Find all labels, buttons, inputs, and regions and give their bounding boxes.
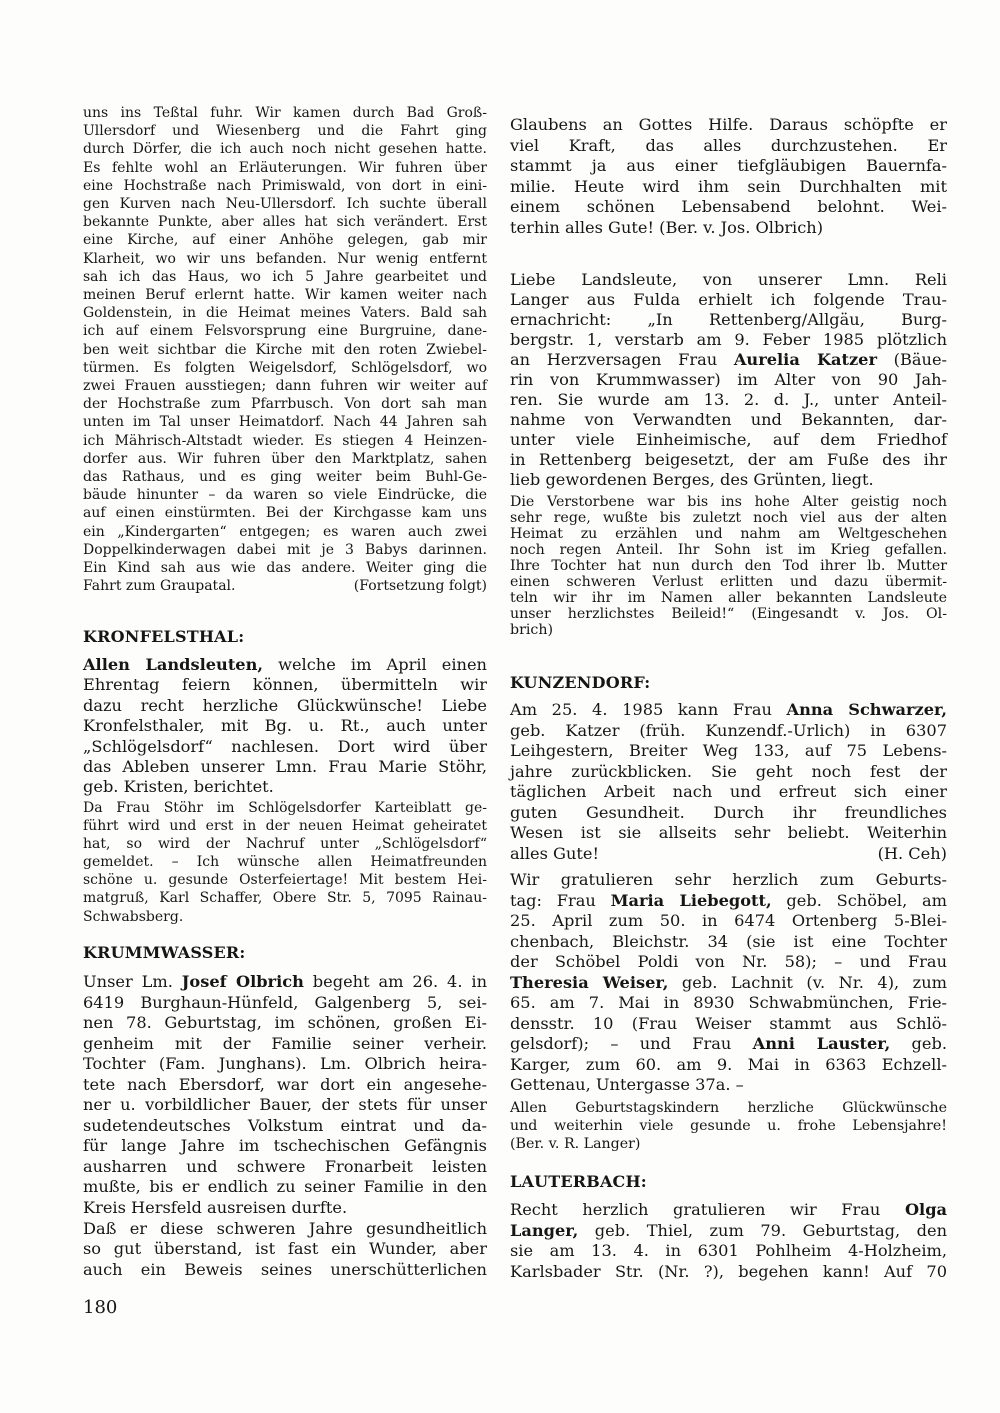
page-number: 180 [83, 1297, 118, 1318]
text-line: nen 78. Geburtstag, im schönen, großen Ei- [83, 1013, 487, 1033]
text-line: Liebe Landsleute, von unserer Lmn. Reli [510, 270, 947, 289]
bold-name: Anni Lauster, [752, 1034, 891, 1053]
text-line: „Schlögelsdorf“ nachlesen. Dort wird über [83, 736, 487, 756]
text-line [510, 973, 947, 994]
text-segment: Fahrt zum Graupatal. [83, 578, 236, 595]
text-line: rin von Krummwasser) im Alter von 90 Jah- [510, 370, 947, 389]
text-segment: (H. Ceh) [877, 843, 947, 863]
text-line: so gut überstand, ist fast ein Wunder, aber [83, 1239, 487, 1259]
text-line: viel Kraft, das alles durchzustehen. Er [510, 135, 947, 155]
text-line: Ullersdorf und Wiesenberg und die Fahrt ging [83, 123, 487, 140]
bold-name: Aurelia Katzer [733, 350, 878, 369]
text-segment: tag: Frau [510, 890, 611, 910]
text-line: ausharren und schwere Fronarbeit leisten [83, 1156, 487, 1176]
text-line: Da Frau Stöhr im Schlögelsdorfer Karteiblatt ge- [83, 800, 487, 816]
text-segment: alles Gute! [510, 843, 599, 863]
kronfelsthal-note [83, 799, 487, 926]
text-line: jahre zurückblicken. Sie geht noch fest der [510, 761, 947, 781]
text-line: Klarheit, wo wir uns befanden. Nur wenig entfernt [83, 250, 487, 267]
paragraph [83, 799, 487, 926]
text-line: genheim mit der Familie seiner verheir. [83, 1033, 487, 1053]
text-line [510, 1034, 947, 1055]
text-line: tete nach Ebersdorf, war dort ein angesehe- [83, 1074, 487, 1094]
text-line: Es fehlte wohl an Erläuterungen. Wir fuhren über [83, 159, 487, 176]
paragraph [510, 270, 947, 490]
paragraph [83, 655, 487, 798]
section-heading-krummwasser: KRUMMWASSER: [83, 943, 246, 962]
paragraph [510, 870, 947, 1096]
text-line: täglichen Arbeit nach und erfreut sich einer [510, 782, 947, 801]
text-line: ren. Sie wurde am 13. 2. d. J., unter Anteil- [510, 390, 947, 409]
bold-name: Josef Olbrich [181, 972, 304, 991]
paragraph [510, 1200, 947, 1283]
text-segment: gelsdorf); – und Frau [510, 1034, 753, 1053]
text-segment: (Bäue- [877, 350, 948, 369]
text-line [510, 700, 947, 721]
text-line: matgruß, Karl Schaffer, Obere Str. 5, 7095 Rainau- [83, 890, 487, 907]
paragraph [510, 115, 947, 239]
text-line: Karlsbader Str. (Nr. ?), begehen kann! Auf 70 [510, 1262, 947, 1282]
kunzendorf-note [510, 1099, 947, 1153]
section-heading-kronfelsthal: KRONFELSTHAL: [83, 627, 245, 646]
text-line: Doppelkinderwagen dabei mit je 3 Babys darinnen. [83, 541, 487, 558]
text-line: Schwabsberg. [83, 908, 184, 925]
text-line: der Hochstraße zum Pfarrbusch. Von dort sah man [83, 396, 487, 413]
text-line: einen schweren Verlust erlitten und dazu übermit- [510, 574, 947, 590]
text-line: 6419 Burghaun-Hünfeld, Galgenberg 5, sei- [83, 992, 487, 1012]
text-line: teln wir ihr im Namen aller bekannten Landsleute [510, 590, 947, 606]
text-line: Langer aus Fulda erhielt ich folgende Trau- [510, 290, 947, 309]
text-line: mußte, bis er endlich zu seiner Familie in den [83, 1177, 487, 1197]
text-line: sudetendeutsches Volkstum eintrat und da- [83, 1115, 487, 1135]
text-line: ein „Kindergarten“ entgegen; es waren auch zwei [83, 523, 487, 540]
text-segment: geb. Lachnit (v. Nr. 4), zum [668, 972, 947, 992]
text-line: meinen Beruf erlernt hatte. Wir kamen weiter nach [83, 287, 487, 304]
text-line: (Ber. v. R. Langer) [510, 1136, 641, 1152]
text-line [510, 844, 947, 865]
bold-name: Anna Schwarzer, [786, 700, 947, 719]
text-line: unter viele Einheimische, auf dem Friedhof [510, 430, 947, 449]
kronfelsthal-article [83, 655, 487, 798]
text-line: führt wird und erst in der neuen Heimat geheiratet [83, 818, 487, 835]
text-line: 25. April zum 50. in 6474 Ortenberg 5-Blei- [510, 911, 947, 930]
text-line: densstr. 10 (Frau Weiser stammt aus Schlö- [510, 1013, 947, 1033]
text-line: 65. am 7. Mai in 8930 Schwabmünchen, Frie- [510, 993, 947, 1012]
text-line: noch regen Anteil. Ihr Sohn ist im Krieg gefallen. [510, 542, 947, 558]
text-line: Leihgestern, Breiter Weg 133, auf 75 Lebens- [510, 741, 947, 760]
bold-name: Langer, [510, 1220, 579, 1240]
text-line: gemeldet. – Ich wünsche allen Heimatfreunden [83, 854, 487, 871]
text-segment: geb. [890, 1034, 947, 1053]
text-line [83, 577, 487, 595]
text-line: brich) [510, 622, 554, 638]
text-segment: geb. Thiel, zum 79. Geburtstag, den [578, 1220, 947, 1240]
text-segment: Unser Lm. [83, 972, 182, 991]
obituary-note [510, 494, 947, 638]
text-line: Kronfelsthaler, mit Bg. u. Rt., auch unter [83, 716, 487, 736]
text-line: ich auf einem Felsvorsprung eine Burgruine, dane- [83, 323, 487, 340]
text-line: türmen. Es folgten Weigelsdorf, Schlögelsdorf, wo [83, 359, 487, 376]
text-line: Ein Kind sah aus wie das andere. Weiter ging die [83, 560, 487, 577]
text-line: stammt ja aus einer tiefgläubigen Bauernfa- [510, 156, 947, 176]
paragraph [510, 1099, 947, 1153]
text-line: dazu recht herzliche Glückwünsche! Liebe [83, 695, 487, 715]
text-line: ben weit sichtbar die Kirche mit den roten Zwiebel- [83, 341, 487, 358]
text-line: der Schöbel Poldi von Nr. 58); – und Frau [510, 952, 947, 971]
paragraph [510, 700, 947, 864]
text-line: Heimat zu erzählen und nahm am Weltgeschehen [510, 526, 947, 542]
travel-report-continuation [83, 104, 487, 595]
text-line: Tochter (Fam. Junghans). Lm. Olbrich heira- [83, 1054, 487, 1074]
bold-name: Theresia Weiser, [510, 972, 669, 992]
section-heading-kunzendorf: KUNZENDORF: [510, 673, 651, 692]
text-line: Daß er diese schweren Jahre gesundheitlich [83, 1218, 487, 1238]
text-line: chenbach, Bleichstr. 34 (sie ist eine Tochter [510, 931, 947, 951]
text-line: geb. Katzer (früh. Kunzendf.-Urlich) in 6307 [510, 720, 947, 740]
text-line: ner u. vorbildlicher Bauer, der stets für unser [83, 1095, 487, 1115]
paragraph [83, 972, 487, 1219]
text-line: Karger, zum 60. am 9. Mai in 6363 Echzell- [510, 1054, 947, 1074]
text-line: Goldenstein, in die Heimat meines Vaters. Bald sah [83, 305, 487, 322]
text-line: uns ins Teßtal fuhr. Wir kamen durch Bad Groß- [83, 105, 487, 121]
bold-name: Olga [904, 1200, 947, 1219]
text-line: unser herzlichstes Beileid!“ (Eingesandt v. Jos. Ol- [510, 606, 947, 622]
text-line [510, 1221, 947, 1242]
section-heading-lauterbach: LAUTERBACH: [510, 1172, 647, 1191]
text-line: gen Kurven nach Neu-Ullersdorf. Ich suchte überall [83, 196, 487, 213]
obituary-article [510, 270, 947, 490]
text-line: bäude hinunter – da waren so viele Eindrücke, die [83, 487, 487, 504]
text-line [510, 1200, 947, 1221]
text-line: Kreis Hersfeld ausreisen durfte. [83, 1198, 348, 1218]
text-line: terhin alles Gute! (Ber. v. Jos. Olbrich) [510, 217, 824, 237]
text-line: auch ein Beweis seines unerschütterlichen [83, 1259, 487, 1279]
text-line [510, 891, 947, 912]
text-line: ich Mährisch-Altstadt wieder. Es stiegen 4 Heinzen- [83, 432, 487, 449]
text-line: schöne u. gesunde Osterfeiertage! Mit bestem Hei- [83, 872, 487, 889]
text-line: Ihre Tochter hat nun durch den Tod ihrer lb. Mutter [510, 558, 947, 574]
text-line: bekannte Punkte, aber alles hat sich verändert. Erst [83, 214, 487, 231]
text-line: eine Kirche, auf einer Anhöhe gelegen, gab mir [83, 232, 487, 249]
text-line: sie am 13. 4. in 6301 Pohlheim 4-Holzheim, [510, 1241, 947, 1261]
text-line: für lange Jahre im tschechischen Gefängnis [83, 1136, 487, 1156]
text-line: milie. Heute wird ihm sein Durchhalten mit [510, 176, 947, 196]
text-line: geb. Kristen, berichtet. [83, 777, 274, 797]
text-line: das Ableben unserer Lmn. Frau Marie Stöhr, [83, 757, 487, 777]
text-line: eine Hochstraße nach Primiswald, von dort in eini- [83, 177, 487, 194]
text-line: ernachricht: „In Rettenberg/Allgäu, Burg- [510, 310, 947, 329]
text-line: sehr rege, wußte bis zuletzt noch viel aus der alten [510, 510, 947, 526]
text-line: Wir gratulieren sehr herzlich zum Geburts- [510, 870, 947, 889]
kunzendorf-article [510, 700, 947, 1096]
text-line: zwei Frauen ausstiegen; dann fuhren wir weiter auf [83, 378, 487, 395]
text-line [510, 350, 947, 370]
paragraph [83, 1219, 487, 1281]
krummwasser-article [83, 972, 487, 1280]
bold-name: Maria Liebegott, [610, 890, 772, 910]
text-segment: Am 25. 4. 1985 kann Frau [510, 700, 787, 719]
text-line: Gettenau, Untergasse 37a. – [510, 1075, 744, 1094]
text-line [83, 655, 487, 675]
lauterbach-article [510, 1200, 947, 1283]
text-line: einem schönen Lebensabend belohnt. Wei- [510, 197, 947, 217]
text-line: dorfer aus. Wir fuhren über den Marktplatz, sahen [83, 450, 487, 467]
text-line: in Rettenberg beigesetzt, der am Fuße des ihr [510, 450, 947, 469]
text-segment: Recht herzlich gratulieren wir Frau [510, 1200, 905, 1219]
bold-name: Allen Landsleuten, [83, 655, 263, 674]
paragraph [83, 104, 487, 595]
text-line: sah ich das Haus, wo ich 5 Jahre gearbeitet und [83, 268, 487, 285]
text-line: Allen Geburtstagskindern herzliche Glückwünsche [510, 1100, 947, 1116]
text-segment: begeht am 26. 4. in [303, 972, 487, 991]
text-segment: (Fortsetzung folgt) [353, 578, 487, 595]
text-line: und weiterhin viele gesunde u. frohe Lebensjahre! [510, 1118, 947, 1134]
krummwasser-article-continuation [510, 115, 947, 239]
text-segment: an Herzversagen Frau [510, 350, 734, 369]
text-segment: welche im April einen [263, 655, 487, 674]
text-line: Ehrentag feiern können, übermitteln wir [83, 675, 487, 695]
text-line: Wesen ist sie allseits sehr beliebt. Weiterhin [510, 823, 947, 842]
text-line: unten im Tal unser Heimatdorf. Nach 44 Jahren sah [83, 414, 487, 431]
text-line: durch Dörfer, die ich auch noch nicht gesehen hatte. [83, 141, 487, 158]
text-line [83, 972, 487, 993]
paragraph [510, 494, 947, 638]
text-line: das Rathaus, und es ging weiter beim Buhl-Ge- [83, 469, 487, 486]
text-line: nahme von Verwandten und Bekannten, dar- [510, 410, 947, 429]
text-line: Die Verstorbene war bis ins hohe Alter geistig noch [510, 494, 947, 510]
text-line: Glaubens an Gottes Hilfe. Daraus schöpfte er [510, 115, 947, 134]
text-line: lieb gewordenen Berges, des Grünten, liegt. [510, 470, 874, 489]
text-line: auf einen einstürmten. Bei der Kirchgasse kam uns [83, 505, 487, 522]
text-segment: geb. Schöbel, am [771, 890, 948, 910]
text-line: guten Gesundheit. Durch ihr freundliches [510, 802, 947, 822]
text-line: hat, so wird der Nachruf unter „Schlögelsdorf“ [83, 836, 487, 853]
text-line: bergstr. 1, verstarb am 9. Feber 1985 plötzlich [510, 330, 947, 349]
